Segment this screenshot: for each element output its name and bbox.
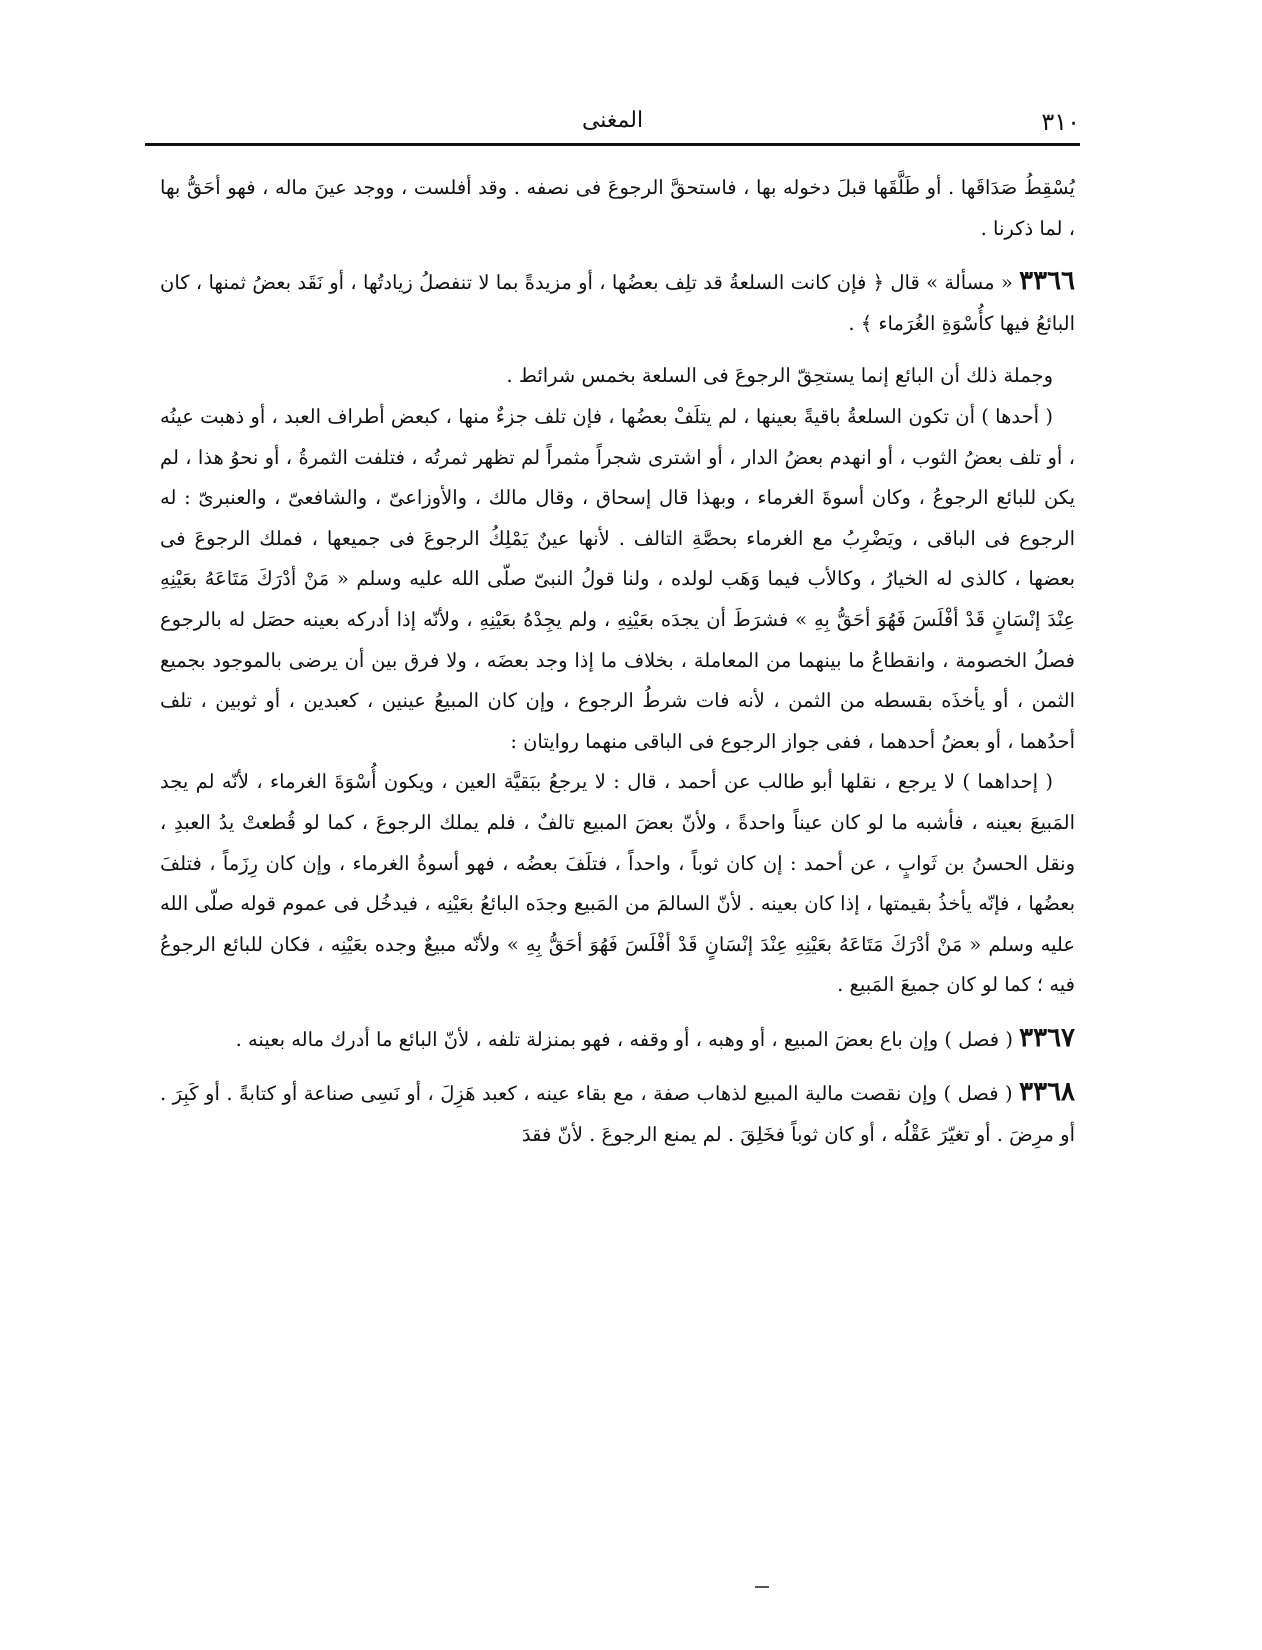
scan-mark <box>755 1586 769 1588</box>
paragraph-text: يُسْقِطُ صَدَاقَها . أو طَلَّقَها قبلَ دخوله بها ، فاستحقَّ الرجوعَ فى نصفه . وقد أفلست ، ووجد عينَ ماله ، فهو أحَقُّ بها ، لما ذكرنا . <box>160 176 1075 240</box>
page-header <box>145 100 1080 144</box>
paragraph-text: ( فصل ) وإن باع بعضَ المبيع ، أو وهبه ، أو وقفه ، فهو بمنزلة تلفه ، لأنّ البائع ما أدرك ماله بعينه . <box>235 1027 1013 1051</box>
issue-number: ٣٣٦٦ <box>1019 266 1075 297</box>
paragraph-text: « مسألة » قال ﴿ فإن كانت السلعةُ قد تلِف بعضُها ، أو مزيدةً بما لا تنفصلُ زيادتُها ، أو نَقَد بعضُ ثمنها ، كان البائعُ فيها كأُسْوَةِ الغُرَماء ﴾ . <box>160 271 1075 335</box>
paragraph-issue-3367 <box>160 1018 1075 1061</box>
paragraph-issue-3366 <box>160 261 1075 344</box>
header-rule <box>145 143 1080 146</box>
issue-number: ٣٣٦٨ <box>1019 1077 1075 1108</box>
paragraph-text: وجملة ذلك أن البائع إنما يستحِقّ الرجوعَ فى السلعة بخمس شرائط . <box>506 364 1053 388</box>
paragraph-text: ( أحدها ) أن تكون السلعةُ باقيةً بعينها ، لم يتلَفْ بعضُها ، فإن تلف جزءٌ منها ، كبعض أطراف العبد ، أو ذهبت عينُه ، أو تلف بعضُ الثوب ، أو انهدم بعضُ الدار ، أو اشترى شجراً مثمراً لم تظهر ثمرتُه ، فتلفت الثمرةُ ، أو نحوُ هذا ، لم يكن للبائع الرجوعُ ، وكان أسوةَ الغرماء ، وبهذا قال إسحاق ، وقال مالك ، والأوزاعىّ ، والشافعىّ ، والعنبرىّ : له الرجوع فى الباقى ، ويَضْرِبُ مع الغرماء بحصَّةِ التالف . لأنها عينٌ يَمْلِكُ الرجوعَ فى جميعها ، فملك الرجوعَ فى بعضها ، كالذى له الخيارُ ، وكالأب فيما وَهَب لولده ، ولنا قولُ النبىّ صلّى الله عليه وسلم « مَنْ أدْرَكَ مَتَاعَهُ بعَيْنِهِ عِنْدَ إنْسَانٍ قَدْ أفْلَسَ فَهُوَ أحَقُّ بِهِ » فشرَطَ أن يجدَه بعَيْنِهِ ، ولم يجِدْهُ بعَيْنِهِ ، ولأنّه إذا أدركه بعينه حصَل له بالرجوع فصلُ الخصومة ، وانقطاعُ ما بينهما من المعاملة ، بخلاف ما إذا وجد بعضَه ، ولا فرق بين أن يرضى بالموجود بجميع الثمن ، أو يأخذَه بقسطه من الثمن ، لأنه فات شرطُ الرجوع ، وإن كان المبيعُ عينين ، كعبدين ، أو ثوبين ، تلف أحدُهما ، أو بعضُ أحدهما ، ففى جواز الرجوع فى الباقى منهما روايتان : <box>160 404 1075 753</box>
paragraph-issue-3368 <box>160 1072 1075 1155</box>
paragraph <box>160 356 1075 397</box>
issue-number: ٣٣٦٧ <box>1019 1022 1075 1053</box>
running-title: المغنى <box>581 108 644 133</box>
paragraph-text: ( فصل ) وإن نقصت مالية المبيع لذهاب صفة ، مع بقاء عينه ، كعبد هَزِلَ ، أو نَسِى صناعة أو كتابةً . أو كَبِرَ . أو مرِضَ . أو تغيّرَ عَقْلُه ، أو كان ثوباً فخَلِقَ . لم يمنع الرجوعَ . لأنّ فقدَ <box>160 1082 1075 1147</box>
paragraph <box>160 397 1075 762</box>
page-number: ٣١٠ <box>1041 108 1080 136</box>
paragraph-text: ( إحداهما ) لا يرجع ، نقلها أبو طالب عن أحمد ، قال : لا يرجعُ ببَقيَّة العين ، ويكون أُسْوَةَ الغرماء ، لأنّه لم يجد المَبيعَ بعينه ، فأشبه ما لو كان عيناً واحدةً ، ولأنّ بعضَ المبيع تالفٌ ، فلم يملك الرجوعَ ، كما لو قُطعتْ يدُ العبدِ ، ونقل الحسنُ بن ثَوابٍ ، عن أحمد : إن كان ثوباً ، واحداً ، فتلَفَ بعضُه ، فهو أسوةُ الغرماء ، وإن كان رِزَماً ، فتلفَ بعضُها ، فإنّه يأخذُ بقيمتها ، إذا كان بعينه . لأنّ السالمَ من المَبيع وجدَه البائعُ بعَيْنِه ، فيدخُل فى عموم قوله صلّى الله عليه وسلم « مَنْ أدْرَكَ مَتَاعَهُ بعَيْنِهِ عِنْدَ إنْسَانٍ قَدْ أفْلَسَ فَهُوَ أحَقُّ بِهِ » ولأنّه مبيعٌ وجده بعَيْنِه ، فكان للبائع الرجوعُ فيه ؛ كما لو كان جميعَ المَبيع . <box>160 770 1075 997</box>
paragraph <box>160 762 1075 1006</box>
page-body <box>160 168 1075 1156</box>
paragraph <box>160 168 1075 249</box>
